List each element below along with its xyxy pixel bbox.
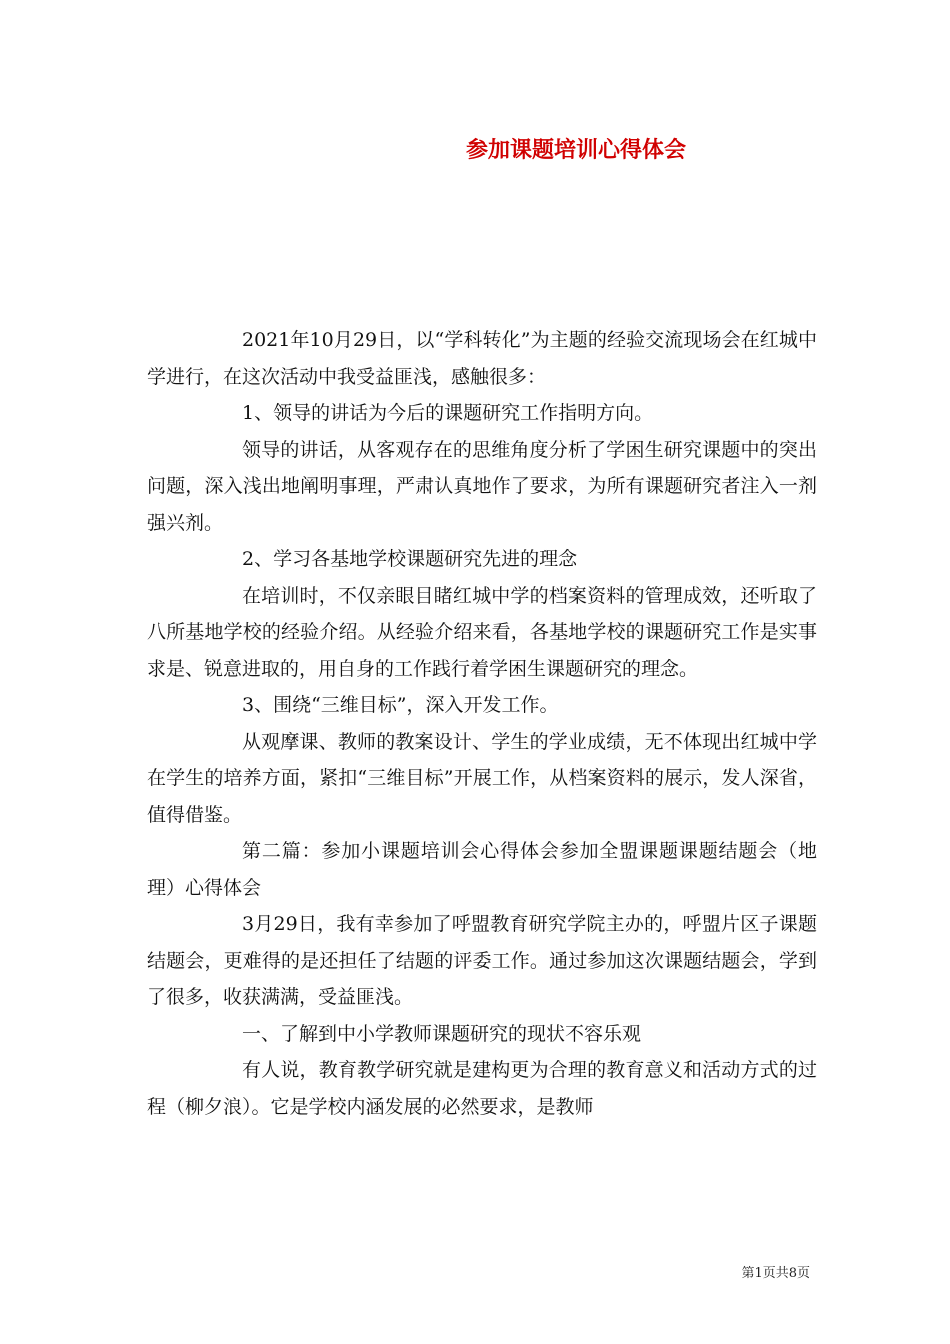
paragraph: 有人说，教育教学研究就是建构更为合理的教育意义和活动方式的过程（柳夕浪）。它是学校内涵发展的必然要求，是教师: [147, 1059, 817, 1118]
paragraph: 一、了解到中小学教师课题研究的现状不容乐观: [242, 1022, 642, 1045]
page-number-footer: 第1页共8页: [741, 1266, 810, 1281]
paragraph: 3、围绕“三维目标”，深入开发工作。: [242, 694, 559, 716]
paragraph: 在培训时，不仅亲眼目睹红城中学的档案资料的管理成效，还听取了八所基地学校的经验介绍。从经验介绍来看，各基地学校的课题研究工作是实事求是、锐意进取的，用自身的工作践行着学困生课题研究的理念。: [147, 584, 817, 680]
document-title: 参加课题培训心得体会: [465, 137, 686, 163]
paragraph: 2、学习各基地学校课题研究先进的理念: [242, 548, 578, 570]
paragraph: 2021年10月29日，以“学科转化”为主题的经验交流现场会在红城中学进行，在这次活动中我受益匪浅，感触很多：: [147, 329, 817, 388]
document-body: [147, 322, 817, 1125]
paragraph: 从观摩课、教师的教案设计、学生的学业成绩，无不体现出红城中学在学生的培养方面，紧扣“三维目标”开展工作，从档案资料的展示，发人深省，值得借鉴。: [147, 730, 817, 826]
paragraph: 第二篇：参加小课题培训会心得体会参加全盟课题课题结题会（地理）心得体会: [147, 840, 817, 899]
paragraph: 3月29日，我有幸参加了呼盟教育研究学院主办的，呼盟片区子课题结题会，更难得的是还担任了结题的评委工作。通过参加这次课题结题会，学到了很多，收获满满，受益匪浅。: [147, 913, 817, 1008]
paragraph: 1、领导的讲话为今后的课题研究工作指明方向。: [242, 402, 654, 424]
paragraph: 领导的讲话，从客观存在的思维角度分析了学困生研究课题中的突出问题，深入浅出地阐明事理，严肃认真地作了要求，为所有课题研究者注入一剂强兴剂。: [147, 438, 817, 534]
